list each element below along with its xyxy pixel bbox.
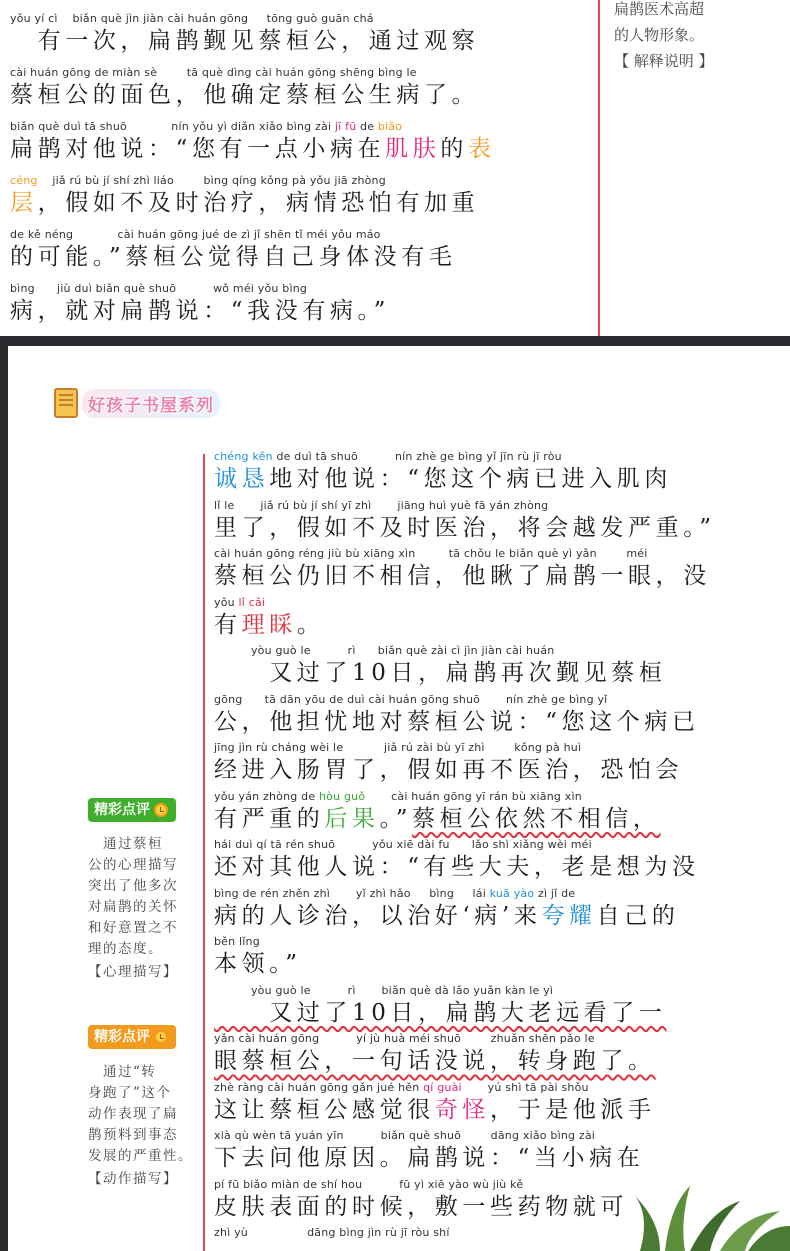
pinyin-segment: hái duì qí tā rén shuō [214,838,336,851]
pinyin-segment: dāng bìng jìn rù jī ròu shí [247,1226,450,1239]
hanzi-segment: 的可能。”蔡桓公觉得自己身体没有毛 [10,244,457,270]
hanzi-segment: 奇怪 [434,1096,491,1123]
text-line [214,1129,644,1173]
comment-tag: 【动作描写】 [88,1171,178,1187]
pinyin-segment: lái [454,886,490,900]
hanzi-segment: 层 [10,190,38,216]
hanzi-row [214,658,666,688]
text-line [214,741,683,785]
text-line [214,887,679,931]
pinyin-segment: biǎn què duì tā shuō [10,120,127,133]
pinyin-segment: yú shì tā pài shǒu [461,1080,589,1094]
pinyin-segment: chéng kěn [214,450,273,463]
hanzi-row [214,1240,450,1251]
hanzi-segment: 自己的 [596,902,680,929]
pinyin-segment: jīng jìn rù cháng wèi le [214,741,344,754]
hanzi-segment: 夸耀 [541,902,597,929]
alarm-clock-icon [154,803,168,817]
pinyin-segment: qí guài [423,1080,462,1094]
hanzi-segment: ，假如不及时治疗，病情恐怕有加重 [37,190,480,216]
text-line [10,282,390,326]
comment-text [88,1062,193,1190]
pinyin-segment: yǒu yí cì [10,12,58,25]
pinyin-segment: jiù duì biǎn què shuō [34,282,177,295]
pinyin-segment: biǎn què zài cì jìn jiàn cài huán [355,644,555,657]
pinyin-segment: xià qù wèn tā yuán yīn [214,1129,344,1142]
text-line [214,596,324,640]
pinyin-segment: tā chǒu le biǎn què yì yǎn [415,547,597,560]
pinyin-segment: gōng [214,692,243,706]
pinyin-segment: yòu guò le rì [214,983,356,997]
pinyin-segment: kuā yào [489,886,535,900]
hanzi-segment: 下去问他原因。扁鹊说：“当小病在 [214,1145,645,1171]
comment-line: 发展的严重性。 [88,1148,193,1164]
hanzi-segment: 的 [440,136,468,162]
pinyin-row [214,499,716,513]
hanzi-row [10,134,496,164]
page-margin-line [598,0,600,336]
hanzi-segment: 这让蔡桓公感觉很 [214,1096,435,1123]
hanzi-row [214,610,324,640]
pinyin-segment: de duì tā shuō [272,450,358,463]
pinyin-segment: fū yì xiē yào wù jiù kě [362,1177,524,1191]
pinyin-row [214,1129,644,1143]
pinyin-segment: nín yǒu yì diǎn xiǎo bìng zài [126,120,335,133]
comment-line: 突出了他多次 [88,878,178,894]
pinyin-row [10,174,479,188]
text-line [214,1032,656,1076]
hanzi-segment: 蔡桓公依然不相信， [412,805,661,832]
pinyin-row [214,838,700,852]
pinyin-segment: céng [10,174,38,187]
pinyin-row [10,66,479,80]
comment-text [88,834,178,983]
hanzi-segment: 蔡桓公的面色，他确定蔡桓公生病了。 [10,82,480,108]
side-note-line: 的人物形象。 [614,26,705,44]
pinyin-segment: de [356,120,378,133]
pinyin-segment: cài huán gōng réng jiù bù xiāng xìn [214,547,416,560]
pinyin-segment: yǒu [214,595,239,609]
pinyin-row [214,596,324,610]
pinyin-row [214,984,666,998]
pinyin-row [214,887,679,901]
hanzi-segment: 扁鹊对他说：“您有一点小病在 [10,136,386,162]
hanzi-segment: 理睬 [241,611,297,638]
pinyin-segment: biǎn què jìn jiàn cài huán gōng [57,12,249,25]
hanzi-row [214,1192,628,1222]
series-logo-text: 好孩子书屋系列 [82,389,220,418]
comment-line: 鹊预料到事态 [88,1127,178,1143]
text-line [214,790,660,834]
pinyin-segment: biǎn què shuō [343,1129,462,1142]
pinyin-segment: cài huán gōng de miàn sè [10,66,158,79]
comment-badge-label: 精彩点评 [94,802,150,818]
hanzi-row [214,561,711,591]
pinyin-segment: jiāng huì yuè fā yán zhòng [371,498,549,512]
text-line [214,499,716,543]
pinyin-segment: lǐ le [214,498,235,512]
comment-tag: 【心理描写】 [88,964,178,980]
pinyin-segment: zhì yù [214,1226,248,1239]
top-side-note [614,0,714,74]
text-line [10,120,496,164]
pinyin-segment: zì jǐ de [534,886,576,900]
hanzi-row [214,949,302,979]
hanzi-segment: 病的人诊治，以治好‘病’来 [214,902,542,929]
pinyin-segment: kǒng pà huì [484,741,582,754]
top-page [0,0,790,336]
pinyin-segment: lǎo shì xiǎng wèi méi [449,838,592,851]
comment-line: 身跑了”这个 [88,1085,172,1101]
pinyin-segment: yǒu xiē dài fu [335,838,450,851]
hanzi-segment: 病，就对扁鹊说：“我没有病。” [10,298,391,324]
pinyin-segment: nín zhè ge bìng yǐ jīn rù jī ròu [357,450,562,463]
pinyin-segment: nín zhè ge bìng yǐ [480,692,608,706]
pinyin-segment: yǐ zhì hǎo [330,886,411,900]
hanzi-segment: 有一次，扁鹊觐见蔡桓公，通过观察 [10,28,480,54]
hanzi-segment: 肌肤 [385,136,441,162]
pinyin-segment: bìng [10,282,35,295]
pinyin-segment: jī fū [334,120,357,133]
pinyin-segment: yí jù huà méi shuō [319,1032,462,1045]
pinyin-segment: biǎn què dà lǎo yuǎn kàn le yì [355,983,554,997]
hanzi-segment: ，于是他派手 [490,1096,656,1123]
side-note-tag: 【 解释说明 】 [614,52,714,70]
pinyin-segment: pí fū biǎo miàn de shí hou [214,1177,363,1191]
hanzi-row [214,852,700,882]
hanzi-segment: 表 [467,136,496,162]
comment-badge-label: 精彩点评 [94,1029,150,1045]
pinyin-segment: lǐ cǎi [238,595,266,609]
book-icon [54,388,78,418]
pinyin-row [214,935,302,949]
hanzi-segment: 。” [379,805,413,832]
pinyin-segment: yòu guò le rì [214,644,356,657]
hanzi-segment: 地对他说：“您这个病已进入肌肉 [269,466,672,492]
pinyin-segment: cài huán gōng jué de zì jǐ shēn tǐ méi yǒu máo [73,228,381,241]
text-line [214,984,666,1028]
pinyin-row [214,450,672,464]
hanzi-row [214,804,660,834]
text-line [10,174,479,218]
text-line [10,12,479,56]
hanzi-segment: 诚恳 [214,466,270,492]
page-margin-line [203,454,205,1251]
pinyin-segment: jiǎ rú zài bù yī zhì [343,741,485,754]
hanzi-segment: 。 [296,611,325,638]
comment-line: 通过“转 [88,1064,157,1080]
bottom-page [8,346,790,1251]
text-line [214,1081,656,1125]
comment-line: 和好意置之不 [88,920,178,936]
pinyin-segment: tā dān yōu de duì cài huán gōng shuō [242,692,481,706]
pinyin-segment: hòu guǒ [319,789,366,803]
pinyin-segment: yǎn cài huán gōng [214,1032,320,1045]
text-line [214,644,666,688]
text-line [214,935,302,979]
hanzi-row [214,513,716,543]
pinyin-segment: jiǎ rú bù jí shí zhì liáo [37,174,174,187]
hanzi-segment: 有 [214,611,242,638]
text-line [214,450,672,494]
comment-badge [88,1025,176,1049]
series-logo [54,388,220,418]
pinyin-segment: tā què dìng cài huán gōng shēng bìng le [157,66,417,79]
pinyin-segment: wǒ méi yǒu bìng [176,282,308,295]
pinyin-segment: bìng qíng kǒng pà yǒu jiā zhòng [173,174,386,187]
hanzi-row [10,296,390,326]
pinyin-row [214,1178,628,1192]
hanzi-row [214,464,672,494]
pinyin-segment: bìng [410,886,455,900]
hanzi-segment: 蔡桓公仍旧不相信，他瞅了扁鹊一眼，没 [214,563,711,589]
text-line [214,547,711,591]
text-line [214,1226,450,1251]
comment-line: 动作表现了扁 [88,1106,178,1122]
comment-line: 理的态度。 [88,941,163,957]
hanzi-segment: 又过了10日，扁鹊大老远看了一 [214,999,667,1026]
pinyin-row [10,282,390,296]
pinyin-segment: biǎo [377,120,403,133]
pinyin-segment: jiǎ rú bù jí shí yī zhì [234,498,372,512]
hanzi-row [10,80,479,110]
comment-line: 对扁鹊的关怀 [88,899,178,915]
hanzi-segment: 还对其他人说：“有些大夫，老是想为没 [214,854,700,880]
text-line [214,838,700,882]
text-line [10,66,479,110]
hanzi-row [214,1143,644,1173]
pinyin-segment: zhè ràng cài huán gōng gǎn jué hěn [214,1080,424,1094]
alarm-clock-icon [154,1030,168,1044]
hanzi-segment: 眼蔡桓公，一句话没说，转身跑了。 [214,1048,656,1074]
pinyin-row [214,547,711,561]
hanzi-row [10,26,479,56]
comment-line: 通过蔡桓 [88,836,163,852]
hanzi-segment: 经进入肠胃了，假如再不医治，恐怕会 [214,757,684,783]
pinyin-segment: cài huán gōng yī rán bù xiāng xìn [365,789,582,803]
hanzi-segment: 本领。” [214,951,302,977]
hanzi-row [214,1095,656,1125]
hanzi-row [214,707,700,737]
pinyin-segment: yǒu yán zhòng de [214,789,319,803]
pinyin-segment: zhuǎn shēn pǎo le [461,1032,595,1045]
hanzi-row [10,242,456,272]
pinyin-row [214,741,683,755]
hanzi-segment: 后果 [324,805,380,832]
pinyin-row [214,693,700,707]
hanzi-row [214,901,679,931]
pinyin-row [214,1032,656,1046]
pinyin-segment: méi [596,547,648,560]
pinyin-segment: bìng de rén zhěn zhì [214,886,331,900]
hanzi-row [214,755,683,785]
hanzi-row [214,1046,656,1076]
pinyin-row [214,644,666,658]
pinyin-row [10,120,496,134]
side-note-line: 扁鹊医术高超 [614,0,705,18]
pinyin-segment: dāng xiǎo bìng zài [461,1129,596,1142]
text-line [10,228,456,272]
hanzi-segment: 公，他担忧地对蔡桓公说：“您这个病已 [214,708,700,735]
pinyin-row [10,228,456,242]
pinyin-segment: de kě néng [10,228,74,241]
text-line [214,693,700,737]
pinyin-segment: tōng guò guān chá [248,12,374,25]
pinyin-row [10,12,479,26]
pinyin-row [214,790,660,804]
hanzi-segment: 有严重的 [214,805,325,832]
hanzi-row [214,998,666,1028]
hanzi-segment: 皮肤表面的时候，敷一些药物就可 [214,1193,628,1220]
comment-line: 公的心理描写 [88,857,178,873]
pinyin-row [214,1226,450,1240]
hanzi-segment: 又过了10日，扁鹊再次觐见蔡桓 [214,660,667,686]
hanzi-row [10,188,479,218]
hanzi-segment: 里了，假如不及时医治，将会越发严重。” [214,514,716,541]
grass-decoration [630,1186,790,1251]
comment-badge [88,798,176,822]
pinyin-segment: běn lǐng [214,935,260,948]
text-line [214,1178,628,1222]
pinyin-row [214,1081,656,1095]
